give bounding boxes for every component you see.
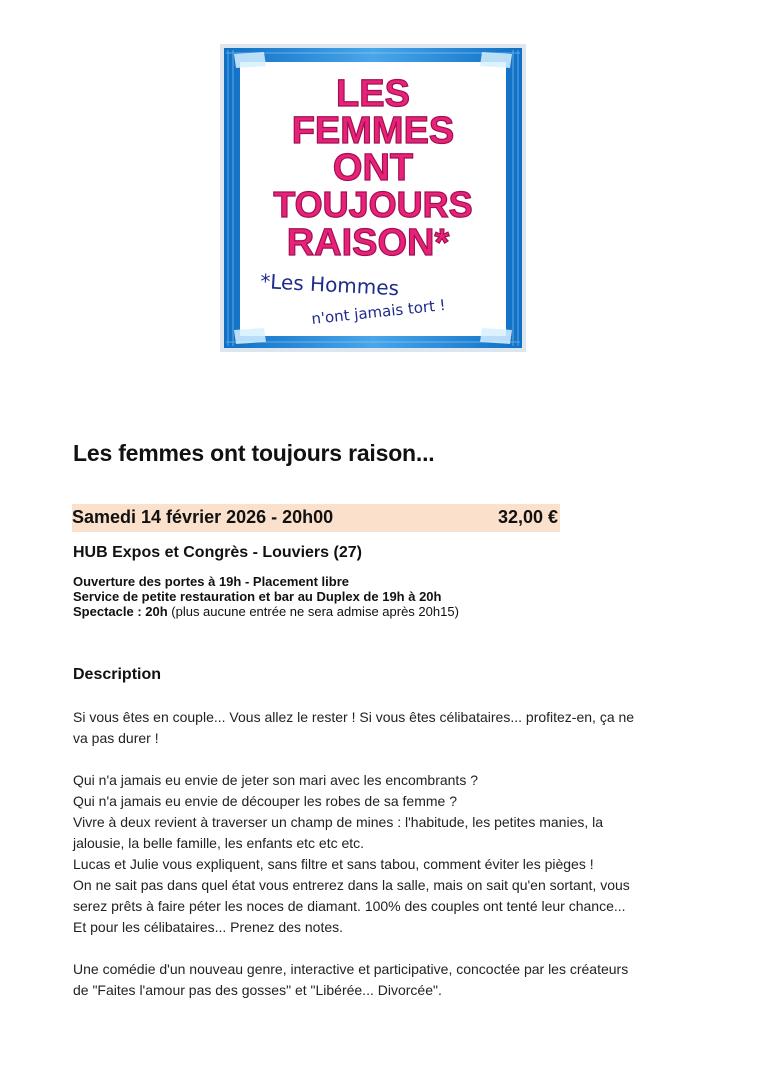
poster-title-line-1: LES xyxy=(336,73,410,115)
description-line: Vivre à deux revient à traverser un champ de mines : l'habitude, les petites manies, la xyxy=(73,814,604,830)
tape-top-right xyxy=(480,52,512,68)
description-line: Et pour les célibataires... Prenez des notes. xyxy=(73,919,344,935)
description-paragraph-3 xyxy=(73,959,693,1001)
poster-subtitle-line-2: n'ont jamais tort ! xyxy=(310,295,447,328)
description-heading: Description xyxy=(73,666,162,683)
description-line: Une comédie d'un nouveau genre, interactive et participative, concoctée par les créateurs xyxy=(73,961,629,977)
description-line: jalousie, la belle famille, les enfants etc etc etc. xyxy=(73,835,365,851)
event-info xyxy=(73,574,459,619)
description-line: On ne sait pas dans quel état vous entrerez dans la salle, mais on sait qu'en sortant, vous xyxy=(73,877,630,893)
poster-title-line-3: ONT xyxy=(332,147,414,189)
description-paragraph-1 xyxy=(73,707,693,749)
catering-info: Service de petite restauration et bar au Duplex de 19h à 20h xyxy=(73,589,442,604)
tape-bottom-right xyxy=(480,328,512,344)
description-line: Lucas et Julie vous expliquent, sans filtre et sans tabou, comment éviter les pièges ! xyxy=(73,856,594,872)
description-line: Si vous êtes en couple... Vous allez le rester ! Si vous êtes célibataires... profitez-en, ça ne xyxy=(73,709,635,725)
description-line: serez prêts à faire péter les noces de diamant. 100% des couples ont tenté leur chance... xyxy=(73,898,626,914)
doors-opening: Ouverture des portes à 19h - Placement libre xyxy=(73,574,349,589)
description-line: va pas durer ! xyxy=(73,730,159,746)
poster-artwork xyxy=(220,44,526,352)
poster-title-line-5: RAISON* xyxy=(286,222,450,264)
event-poster xyxy=(220,44,526,352)
description-line: de "Faites l'amour pas des gosses" et "Libérée... Divorcée". xyxy=(73,982,442,998)
description-paragraph-2 xyxy=(73,770,693,938)
event-date: Samedi 14 février 2026 - 20h00 xyxy=(72,507,334,527)
description-line: Qui n'a jamais eu envie de jeter son mari avec les encombrants ? xyxy=(73,772,478,788)
tape-bottom-left xyxy=(234,328,266,344)
poster-title-line-4: TOUJOURS xyxy=(273,184,473,225)
description-body xyxy=(73,707,693,1022)
tape-top-left xyxy=(234,52,266,68)
description-line: Qui n'a jamais eu envie de découper les robes de sa femme ? xyxy=(73,793,458,809)
poster-subtitle-line-1: *Les Hommes xyxy=(259,269,400,301)
date-price-bar xyxy=(72,504,560,532)
show-time: Spectacle : 20h xyxy=(73,604,168,619)
event-title: Les femmes ont toujours raison... xyxy=(73,440,435,466)
event-price: 32,00 € xyxy=(497,507,558,527)
event-venue: HUB Expos et Congrès - Louviers (27) xyxy=(73,544,362,561)
late-entry-note: (plus aucune entrée ne sera admise après 20h15) xyxy=(167,604,459,619)
poster-title-line-2: FEMMES xyxy=(291,110,455,152)
